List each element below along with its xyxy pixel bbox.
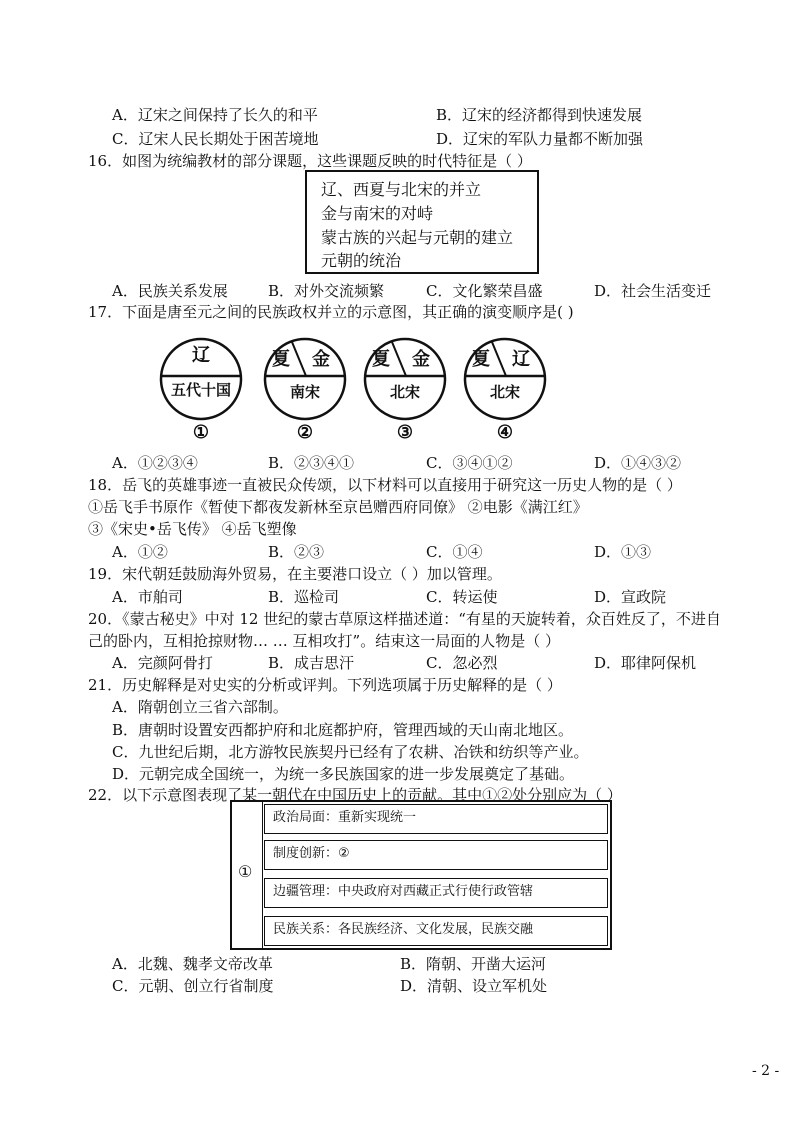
q17-circle-4-left: 夏 — [472, 349, 490, 370]
q21-option-d: D．元朝完成全国统一，为统一多民族国家的进一步发展奠定了基础。 — [112, 765, 575, 783]
q20-stem-line-2: 己的卧内，互相抢掠财物… … 互相攻打”。结束这一局面的人物是（ ） — [88, 632, 560, 650]
q20-option-b: B．成吉思汗 — [268, 654, 355, 672]
q17-option-d: D．①④③② — [594, 454, 682, 472]
q15-option-d: D．辽宋的军队力量都不断加强 — [436, 130, 644, 148]
q19-option-d: D．宣政院 — [594, 588, 667, 606]
q16-topic-3: 蒙古族的兴起与元朝的建立 — [321, 228, 514, 247]
q18-material-1: ①岳飞手书原作《暂使下都夜发新林至京邑赠西府同僚》 ②电影《满江红》 — [88, 498, 588, 516]
q22-diagram-divider — [262, 800, 263, 950]
q17-circle-1 — [156, 334, 246, 454]
q17-circle-2-shape — [260, 334, 350, 424]
q16-option-b: B．对外交流频繁 — [268, 282, 385, 300]
q20-option-c: C．忽必烈 — [426, 654, 498, 672]
q19-option-b: B．巡检司 — [268, 588, 340, 606]
q19-stem: 19．宋代朝廷鼓励海外贸易，在主要港口设立（ ）加以管理。 — [88, 565, 502, 583]
q17-circle-3 — [360, 334, 450, 454]
q21-option-b: B．唐朝时设置安西都护府和北庭都护府，管理西域的天山南北地区。 — [112, 721, 574, 739]
q15-option-b: B．辽宋的经济都得到快速发展 — [436, 106, 643, 124]
q22-row-institution: 制度创新：② — [264, 840, 608, 870]
q17-circle-1-bottom: 五代十国 — [170, 381, 231, 399]
q22-row-politics: 政治局面：重新实现统一 — [264, 804, 608, 834]
q18-option-d: D．①③ — [594, 543, 652, 561]
q17-option-c: C．③④①② — [426, 454, 513, 472]
page-number: - 2 - — [752, 1063, 780, 1079]
q17-circle-3-right: 金 — [412, 349, 430, 370]
q21-stem: 21．历史解释是对史实的分析或评判。下列选项属于历史解释的是（ ） — [88, 676, 562, 694]
q17-circle-4-right: 辽 — [512, 349, 530, 370]
q22-option-a: A．北魏、魏孝文帝改革 — [112, 955, 273, 973]
q19-option-c: C．转运使 — [426, 588, 498, 606]
q17-circle-2-number: ② — [296, 422, 314, 443]
q17-circle-3-number: ③ — [396, 422, 414, 443]
q22-row-ethnic: 民族关系：各民族经济、文化发展，民族交融 — [264, 916, 608, 946]
q16-topic-2: 金与南宋的对峙 — [321, 204, 434, 223]
q17-circle-4-bottom: 北宋 — [489, 383, 520, 401]
q17-circle-2-left: 夏 — [272, 349, 290, 370]
q17-circle-1-top: 辽 — [192, 345, 210, 366]
q16-topic-1: 辽、西夏与北宋的并立 — [321, 180, 482, 199]
q15-option-a: A．辽宋之间保持了长久的和平 — [112, 106, 318, 124]
q17-circle-4 — [460, 334, 550, 454]
q17-option-b: B．②③④① — [268, 454, 355, 472]
q22-option-c: C．元朝、创立行省制度 — [112, 977, 274, 995]
q17-circle-3-bottom: 北宋 — [389, 383, 420, 401]
q21-option-a: A．隋朝创立三省六部制。 — [112, 698, 288, 716]
q18-option-b: B．②③ — [268, 543, 325, 561]
q16-stem: 16．如图为统编教材的部分课题，这些课题反映的时代特征是（ ） — [88, 152, 532, 170]
q22-row-frontier: 边疆管理：中央政府对西藏正式行使行政管辖 — [264, 878, 608, 908]
q22-stem: 22．以下示意图表现了某一朝代在中国历史上的贡献。其中①②处分别应为（ ） — [88, 786, 622, 804]
q18-option-c: C．①④ — [426, 543, 483, 561]
q20-stem-line-1: 20．《蒙古秘史》中对 12 世纪的蒙古草原这样描述道：“有星的天旋转着，众百姓反了，不进自 — [88, 610, 721, 628]
q17-circle-2-right: 金 — [312, 349, 330, 370]
q20-option-d: D．耶律阿保机 — [594, 654, 697, 672]
q16-topic-box — [305, 170, 539, 274]
q20-option-a: A．完颜阿骨打 — [112, 654, 213, 672]
q16-option-a: A．民族关系发展 — [112, 282, 228, 300]
q22-diagram — [230, 800, 612, 950]
q17-circle-4-number: ④ — [496, 422, 514, 443]
q22-option-b: B．隋朝、开凿大运河 — [400, 955, 547, 973]
q15-option-c: C．辽宋人民长期处于困苦境地 — [112, 130, 319, 148]
q21-option-c: C．九世纪后期，北方游牧民族契丹已经有了农耕、冶铁和纺织等产业。 — [112, 743, 589, 761]
q22-option-d: D．清朝、设立军机处 — [400, 977, 548, 995]
q17-circle-4-shape — [460, 334, 550, 424]
q17-circle-1-number: ① — [192, 422, 210, 443]
q17-circle-3-shape — [360, 334, 450, 424]
q22-diagram-label: ① — [238, 862, 253, 881]
q16-topic-4: 元朝的统治 — [321, 251, 402, 270]
q18-material-2: ③《宋史•岳飞传》 ④岳飞塑像 — [88, 520, 297, 538]
q18-option-a: A．①② — [112, 543, 168, 561]
q17-stem: 17．下面是唐至元之间的民族政权并立的示意图，其正确的演变顺序是( ) — [88, 303, 574, 321]
q17-option-a: A．①②③④ — [112, 454, 198, 472]
q17-circle-2 — [260, 334, 350, 454]
q16-option-d: D．社会生活变迁 — [594, 282, 712, 300]
q18-stem: 18．岳飞的英雄事迹一直被民众传颂，以下材料可以直接用于研究这一历史人物的是（ ） — [88, 476, 682, 494]
q19-option-a: A．市舶司 — [112, 588, 183, 606]
q17-circle-3-left: 夏 — [372, 349, 390, 370]
q17-circle-2-bottom: 南宋 — [289, 383, 320, 401]
q16-option-c: C．文化繁荣昌盛 — [426, 282, 543, 300]
